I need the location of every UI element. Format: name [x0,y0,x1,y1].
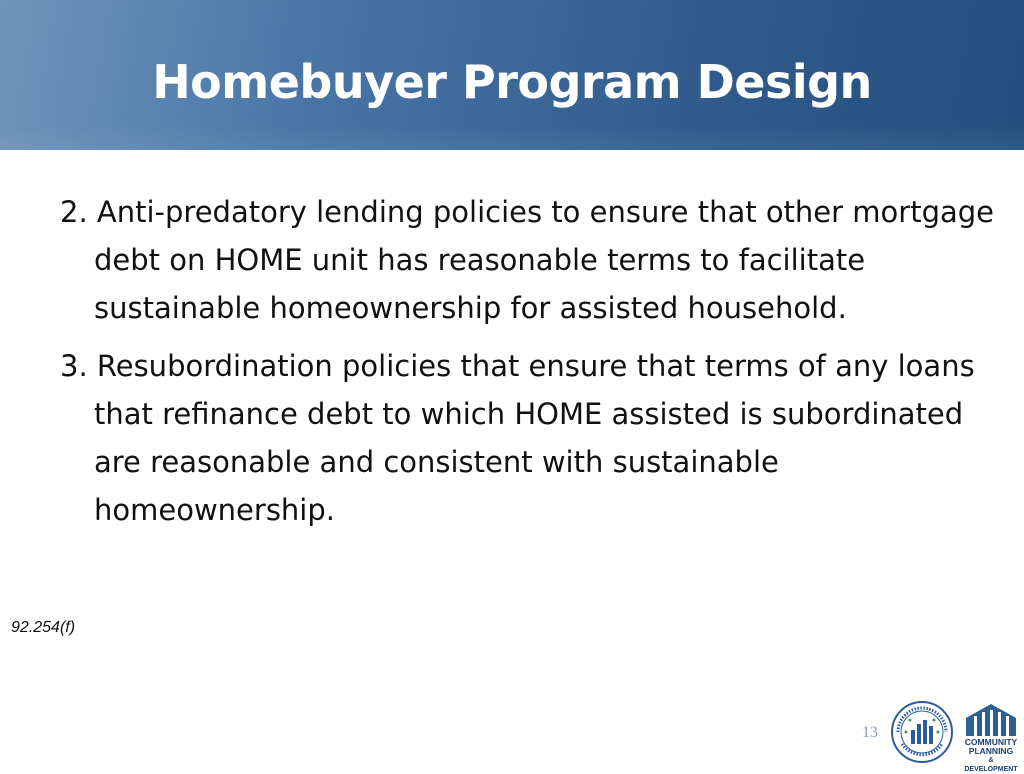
list-item: 2. Anti-predatory lending policies to ensure that other mortgage debt on HOME unit has reasonable terms to facilitate sustainable homeownership for assisted household. [60,195,995,325]
hud-seal-icon [890,700,954,764]
cpd-house-icon [962,702,1020,736]
cpd-line: & DEVELOPMENT [964,757,1018,773]
regulation-citation: 92.254(f) [11,619,76,636]
title-banner [0,0,1024,150]
page-number: 13 [862,724,878,741]
community-planning-development-logo [962,702,1020,773]
slide-title: Homebuyer Program Design [152,55,872,109]
cpd-line: PLANNING [968,746,1014,756]
cpd-line: COMMUNITY [964,737,1018,747]
slide-body [60,188,995,544]
list-item: 3. Resubordination policies that ensure that terms of any loans that refinance debt to which HOME assisted is subordinated are reasonable and consistent with sustainable homeownership. [60,349,975,527]
